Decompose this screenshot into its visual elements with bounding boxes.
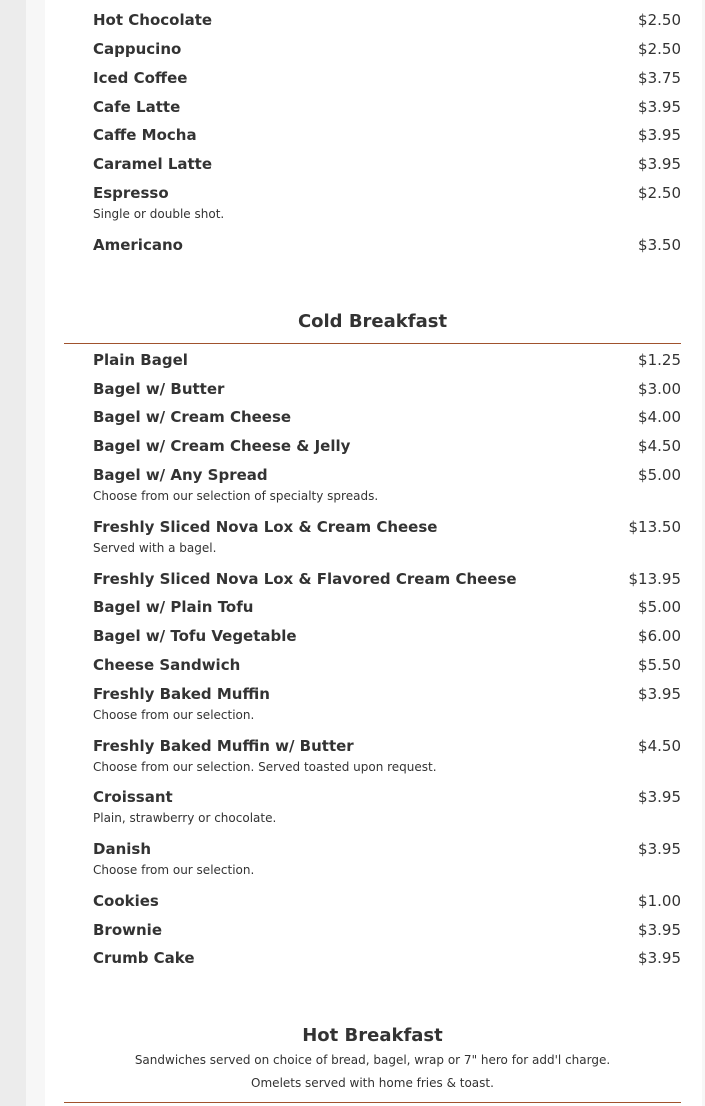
menu-item[interactable] [93,183,681,223]
item-name: Bagel w/ Butter [93,380,225,398]
item-price: $3.95 [638,685,681,703]
menu-item[interactable] [93,97,681,117]
item-price: $5.00 [638,598,681,616]
item-name: Cappucino [93,40,182,58]
menu-item[interactable] [93,235,681,255]
item-price: $1.00 [638,892,681,910]
item-description: Served with a bagel. [93,541,217,555]
item-name: Cheese Sandwich [93,656,241,674]
menu-item[interactable] [93,787,681,827]
item-price: $4.50 [638,737,681,755]
section-title-hot-breakfast: Hot Breakfast [302,1025,443,1046]
menu-item[interactable] [93,569,681,589]
item-price: $13.50 [628,518,681,536]
item-description: Choose from our selection. Served toasted upon request. [93,760,437,774]
item-price: $2.50 [638,40,681,58]
item-price: $3.95 [638,155,681,173]
menu-item[interactable] [93,436,681,456]
item-price: $13.95 [628,570,681,588]
item-name: Brownie [93,921,162,939]
menu-item[interactable] [93,891,681,911]
item-name: Espresso [93,184,169,202]
item-name: Iced Coffee [93,69,188,87]
menu-item[interactable] [93,655,681,675]
item-description: Choose from our selection of specialty spreads. [93,489,379,503]
item-description: Choose from our selection. [93,863,255,877]
section-note: Omelets served with home fries & toast. [251,1076,494,1090]
item-price: $3.95 [638,126,681,144]
item-name: Bagel w/ Tofu Vegetable [93,627,297,645]
item-description: Plain, strawberry or chocolate. [93,811,277,825]
item-name: Freshly Baked Muffin [93,685,270,703]
item-name: Cafe Latte [93,98,181,116]
menu-item[interactable] [93,379,681,399]
item-name: Americano [93,236,183,254]
item-price: $1.25 [638,351,681,369]
menu-item[interactable] [93,39,681,59]
menu-item[interactable] [93,736,681,776]
item-name: Danish [93,840,152,858]
item-price: $3.95 [638,921,681,939]
item-price: $3.95 [638,788,681,806]
item-price: $2.50 [638,184,681,202]
item-name: Freshly Sliced Nova Lox & Flavored Cream Cheese [93,570,517,588]
item-name: Bagel w/ Cream Cheese & Jelly [93,437,351,455]
menu-item[interactable] [93,948,681,968]
menu-item[interactable] [93,125,681,145]
item-price: $6.00 [638,627,681,645]
item-price: $5.50 [638,656,681,674]
section-note: Sandwiches served on choice of bread, bagel, wrap or 7" hero for add'l charge. [134,1053,611,1067]
item-price: $3.50 [638,236,681,254]
item-name: Bagel w/ Cream Cheese [93,408,292,426]
item-name: Cookies [93,892,159,910]
item-price: $3.75 [638,69,681,87]
item-price: $3.95 [638,840,681,858]
item-name: Croissant [93,788,173,806]
menu-item[interactable] [93,684,681,724]
item-description: Choose from our selection. [93,708,255,722]
menu-item[interactable] [93,68,681,88]
item-name: Hot Chocolate [93,11,213,29]
menu-item[interactable] [93,626,681,646]
item-name: Freshly Baked Muffin w/ Butter [93,737,354,755]
section-title-cold-breakfast: Cold Breakfast [297,311,448,332]
menu-item[interactable] [93,839,681,879]
item-description: Single or double shot. [93,207,225,221]
section-divider [64,1102,681,1103]
section-divider [64,343,681,344]
item-name: Freshly Sliced Nova Lox & Cream Cheese [93,518,438,536]
item-name: Caffe Mocha [93,126,197,144]
item-price: $3.95 [638,949,681,967]
item-price: $4.00 [638,408,681,426]
menu-item[interactable] [93,350,681,370]
item-price: $3.00 [638,380,681,398]
item-name: Plain Bagel [93,351,188,369]
item-name: Caramel Latte [93,155,213,173]
item-name: Bagel w/ Any Spread [93,466,268,484]
item-price: $2.50 [638,11,681,29]
item-price: $4.50 [638,437,681,455]
menu-item[interactable] [93,154,681,174]
menu-item[interactable] [93,597,681,617]
item-name: Bagel w/ Plain Tofu [93,598,254,616]
item-price: $3.95 [638,98,681,116]
item-name: Crumb Cake [93,949,195,967]
menu-item[interactable] [93,465,681,505]
menu-item[interactable] [93,407,681,427]
menu-item[interactable] [93,10,681,30]
item-price: $5.00 [638,466,681,484]
menu-item[interactable] [93,920,681,940]
menu-item[interactable] [93,517,681,557]
